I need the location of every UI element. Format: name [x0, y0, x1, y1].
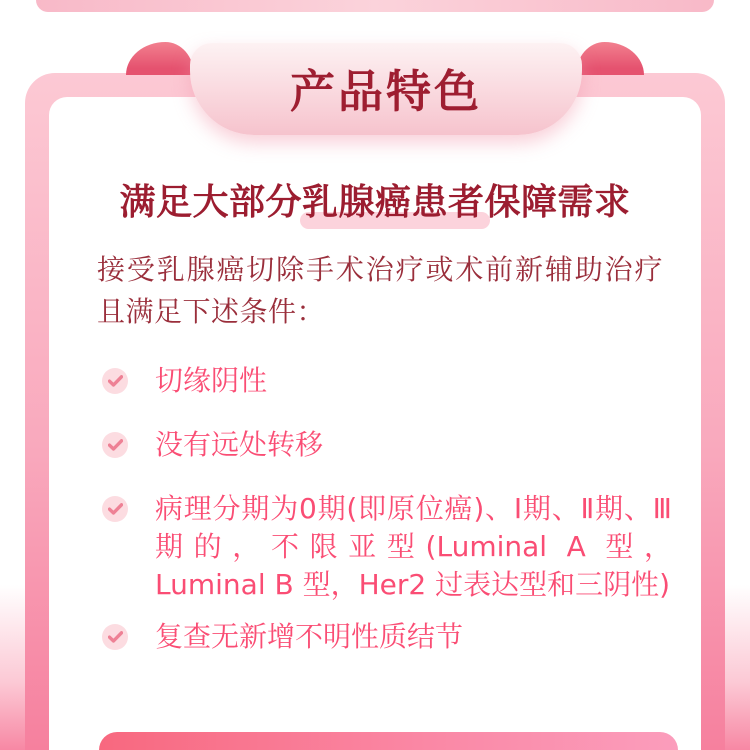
ribbon-right-curl-icon [576, 42, 644, 75]
check-icon [102, 368, 128, 394]
section-header-ribbon [190, 43, 582, 135]
intro-text: 接受乳腺癌切除手术治疗或术前新辅助治疗且满足下述条件： [97, 253, 663, 328]
check-icon [102, 432, 128, 458]
condition-checklist [102, 362, 674, 682]
checklist-item-text: 没有远处转移 [155, 428, 324, 461]
section-title: 产品特色 [289, 64, 482, 118]
ribbon-left-curl-icon [126, 42, 194, 75]
check-icon [102, 496, 128, 522]
next-section-card-top [99, 732, 678, 750]
checklist-item-text: 病理分期为0期(即原位癌)、Ⅰ期、Ⅱ期、Ⅲ期的，不限亚型(Luminal A 型，Luminal B 型，Her2 过表达型和三阴性) [155, 492, 672, 601]
checklist-item [102, 426, 674, 464]
checklist-item-text: 切缘阴性 [155, 364, 268, 397]
checklist-item [102, 362, 674, 400]
headline-row [0, 174, 750, 225]
checklist-item-text: 复查无新增不明性质结节 [155, 620, 464, 653]
previous-card-bottom-edge [36, 0, 714, 12]
checklist-item [102, 490, 674, 604]
checklist-item [102, 618, 674, 656]
headline-text: 满足大部分乳腺癌患者保障需求 [119, 182, 631, 223]
check-icon [102, 624, 128, 650]
